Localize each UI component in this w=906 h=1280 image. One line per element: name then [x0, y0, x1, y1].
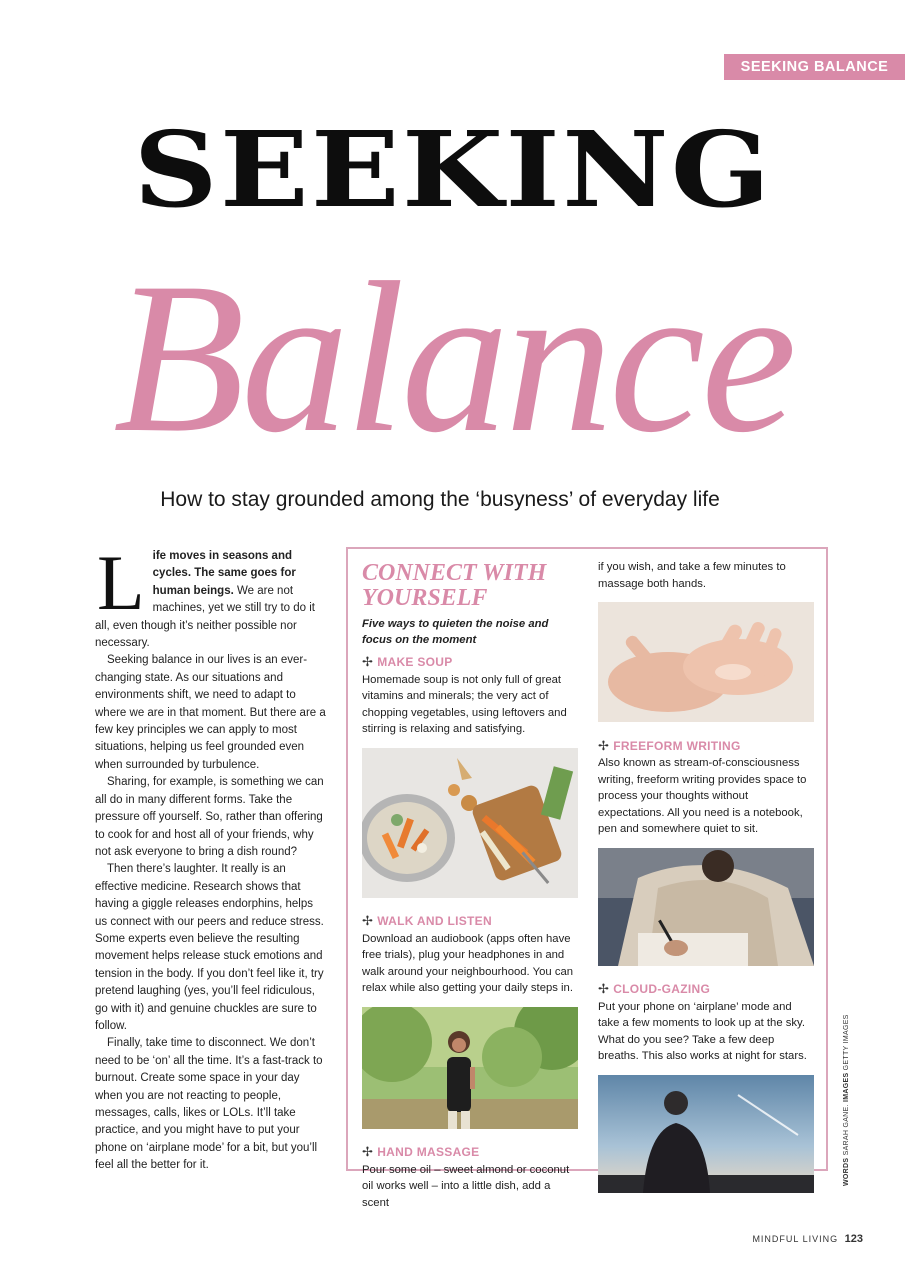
- article-paragraph: Seeking balance in our lives is an ever-changing state. As our situations and environments shift, we need to adapt to where we are in that moment. But there are a few key principles we can apply to most situations, helping us feel grounded even when surrounded by turbulence.: [95, 654, 326, 771]
- title-line-1: SEEKING: [133, 108, 773, 231]
- page-number: 123: [844, 1233, 863, 1245]
- item-title-walk-and-listen: [362, 913, 578, 930]
- item-text-hand-massage: Pour some oil – sweet almond or coconut oil works well – into a little dish, add a scent: [362, 1163, 570, 1209]
- item-title-text: WALK AND LISTEN: [377, 914, 492, 928]
- item-text-hand-massage-continued: if you wish, and take a few minutes to massage both hands.: [598, 561, 786, 590]
- walking-woman-photo: [362, 1007, 578, 1129]
- cloud-gazing-photo: [598, 1075, 814, 1193]
- plus-icon: ✢: [598, 981, 610, 996]
- item-title-cloud-gazing: [598, 981, 814, 998]
- soup-photo: [362, 748, 578, 898]
- item-title-make-soup: [362, 654, 578, 671]
- box-heading-line-1: CONNECT WITH: [362, 560, 547, 586]
- article-body: [95, 539, 326, 1175]
- credit-images-label: IMAGES: [843, 1072, 850, 1102]
- sidebar-column-2: [598, 559, 814, 1204]
- plus-icon: ✢: [362, 654, 374, 669]
- subtitle: How to stay grounded among the ‘busyness’ of everyday life: [160, 488, 720, 511]
- article-paragraph: Then there’s laughter. It really is an effective medicine. Research shows that having a giggle releases endorphins, helps us connect with our peers and reduce stress. Some experts even believe the resulting movement helps release stuck emotions and tension in the body. If you don’t feel like it, try pretend laughing (yes, you’ll feel ridiculous, go with it) and genuine chuckles are sure to follow.: [95, 863, 324, 1032]
- item-title-hand-massage: [362, 1144, 578, 1161]
- item-title-text: FREEFORM WRITING: [613, 738, 741, 753]
- article-paragraph: Finally, take time to disconnect. We don’t need to be ‘on’ all the time. It’s a fast-track to burnout. Create some space in your day when you are not reacting to people, messages, calls, likes or LOLs. It’ll take practice, and you might have to put your phone on ‘airplane mode’ for a bit, but you’ll feel all the better for it.: [95, 1037, 323, 1172]
- article-paragraph: [95, 539, 326, 652]
- page-footer: [752, 1233, 863, 1245]
- title-line-2: Balance: [113, 238, 793, 477]
- plus-icon: ✢: [362, 1144, 374, 1159]
- box-subheading: Five ways to quieten the noise and focus on the moment: [362, 618, 549, 646]
- plus-icon: ✢: [598, 737, 610, 753]
- item-text-cloud-gazing: Put your phone on ‘airplane’ mode and take a few moments to look up at the sky. What do you see? Take a few deep breaths. This also works at night for stars.: [598, 1000, 807, 1062]
- item-text-walk-and-listen: Download an audiobook (apps often have free trials), plug your headphones in and walk around your neighbourhood. You can relax while also getting your daily steps in.: [362, 932, 574, 994]
- credit-words-label: WORDS: [843, 1157, 850, 1186]
- item-text-make-soup: Homemade soup is not only full of great vitamins and minerals; the very act of chopping vegetables, using leftovers and stirring is relaxing and satisfying.: [362, 673, 567, 735]
- item-title-text: MAKE SOUP: [377, 655, 453, 669]
- item-title-text: HAND MASSAGE: [377, 1145, 480, 1159]
- sidebar-column-1: [362, 559, 578, 1217]
- box-heading-line-2: YOURSELF: [362, 585, 488, 611]
- writing-photo: [598, 848, 814, 966]
- article-paragraph: Sharing, for example, is something we can all do in many different forms. Take the pressure off yourself. So, rather than offering to cook for and host all of your friends, why not ask everyone to bring a dish round?: [95, 776, 324, 858]
- credit-words-name: SARAH GANE.: [843, 1104, 850, 1156]
- item-title-text: CLOUD-GAZING: [613, 982, 711, 996]
- article-lead: ife moves in seasons and cycles. The same goes for human beings.: [152, 550, 296, 597]
- article-first-rest: We are not machines, yet we still try to do it all, even though it’s neither possible nor necessary.: [95, 584, 315, 650]
- item-title-freeform-writing: [598, 738, 814, 755]
- hands-photo: [598, 602, 814, 722]
- item-text-freeform-writing: Also known as stream-of-consciousness writing, freeform writing provides space to process your thoughts without expectations. All you need is a notebook, pen and somewhere quiet to sit.: [598, 757, 807, 835]
- sidebar-box: [346, 547, 828, 1209]
- photo-credit: [843, 1014, 850, 1186]
- box-heading: [362, 561, 578, 611]
- credit-images-name: GETTY IMAGES: [843, 1014, 850, 1071]
- drop-cap: L: [97, 539, 145, 626]
- publication-name: MINDFUL LIVING: [752, 1234, 839, 1244]
- section-tag: SEEKING BALANCE: [724, 54, 905, 80]
- plus-icon: ✢: [362, 913, 374, 928]
